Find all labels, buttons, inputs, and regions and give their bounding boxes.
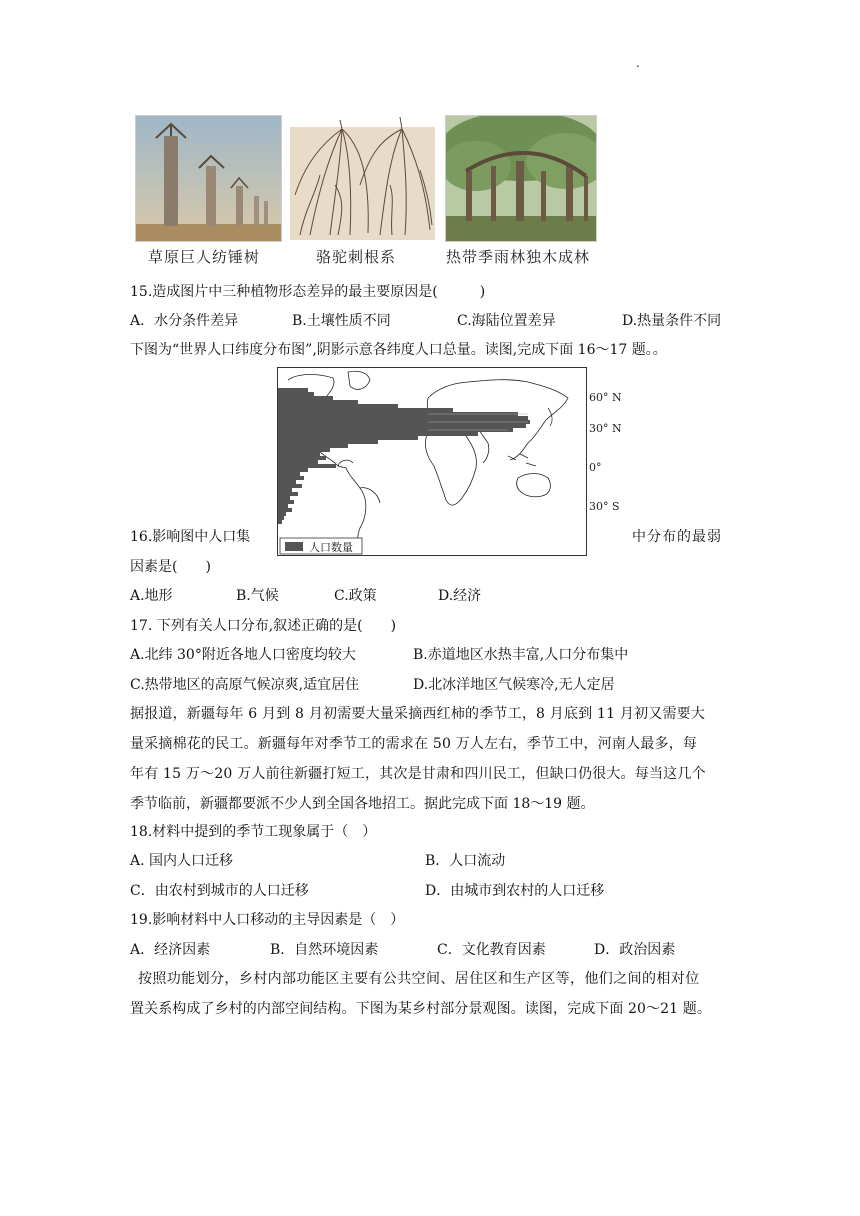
- photo-caption-banyan: 热带季雨林独木成林: [446, 248, 591, 266]
- question-16-option-b: B.气候: [236, 588, 279, 604]
- page-mark: .: [636, 56, 640, 70]
- question-16-stem-right: 中分布的最弱: [632, 529, 722, 545]
- passage-18-19-line-1: 据报道，新疆每年 6 月到 8 月初需要大量采摘西红柿的季节工，8 月底到 11 月初又需要大: [130, 706, 706, 722]
- lat-label-0: 0°: [589, 461, 602, 474]
- passage-18-19-line-4: 季节临前，新疆都要派不少人到全国各地招工。据此完成下面 18～19 题。: [130, 796, 595, 812]
- question-18-option-d: D．由城市到农村的人口迁移: [425, 883, 605, 899]
- passage-20-21-line-2: 置关系构成了乡村的内部空间结构。下图为某乡村部分景观图。读图，完成下面 20～21 题。: [130, 1001, 711, 1017]
- question-16-option-a: A.地形: [130, 588, 173, 604]
- question-19-stem: 19.影响材料中人口移动的主导因素是（ ）: [130, 912, 405, 928]
- question-16-stem-cont: 因素是( ): [130, 559, 211, 575]
- question-17-option-b: B.赤道地区水热丰富,人口分布集中: [413, 647, 629, 663]
- question-15-option-a: A．水分条件差异: [130, 313, 239, 329]
- photo-camel-thorn-roots: [290, 115, 435, 240]
- question-19-option-b: B．自然环境因素: [270, 942, 379, 958]
- question-18-stem: 18.材料中提到的季节工现象属于（ ）: [130, 824, 377, 840]
- intro-16-17: 下图为“世界人口纬度分布图”,阴影示意各纬度人口总量。读图,完成下面 16～17 题。。: [130, 342, 667, 358]
- photo-baobab-trees: [135, 115, 282, 242]
- question-19-option-c: C．文化教育因素: [437, 942, 546, 958]
- question-18-option-a: A. 国内人口迁移: [130, 853, 234, 869]
- question-17-option-c: C.热带地区的高原气候凉爽,适宜居住: [130, 677, 360, 693]
- photo-caption-camel-thorn: 骆驼刺根系: [316, 248, 397, 266]
- question-17-option-a: A.北纬 30°附近各地人口密度均较大: [130, 647, 356, 663]
- passage-20-21-line-1: 按照功能划分，乡村内部功能区主要有公共空间、居住区和生产区等，他们之间的相对位: [138, 971, 700, 987]
- lat-label-30n: 30° N: [589, 422, 622, 435]
- question-18-option-b: B．人口流动: [425, 853, 506, 869]
- question-16-option-d: D.经济: [438, 588, 482, 604]
- lat-label-30s: 30° S: [589, 500, 620, 513]
- lat-label-60n: 60° N: [589, 391, 622, 404]
- passage-18-19-line-2: 量采摘棉花的民工。新疆每年对季节工的需求在 50 万人左右，季节工中，河南人最多，每: [130, 736, 698, 752]
- question-17-option-d: D.北冰洋地区气候寒冷,无人定居: [413, 677, 615, 693]
- question-17-stem: 17. 下列有关人口分布,叙述正确的是( ): [130, 618, 397, 634]
- question-19-option-d: D．政治因素: [594, 942, 676, 958]
- question-15-stem: 15.造成图片中三种植物形态差异的最主要原因是( ): [130, 284, 486, 300]
- question-16-stem-left: 16.影响图中人口集: [130, 529, 251, 545]
- question-15-option-d: D.热量条件不同: [622, 313, 722, 329]
- question-16-option-c: C.政策: [334, 588, 377, 604]
- question-15-option-b: B.土壤性质不同: [292, 313, 391, 329]
- question-19-option-a: A．经济因素: [130, 942, 211, 958]
- question-15-option-c: C.海陆位置差异: [457, 313, 556, 329]
- photo-banyan-forest: [445, 115, 597, 242]
- passage-18-19-line-3: 年有 15 万～20 万人前往新疆打短工，其次是甘肃和四川民工，但缺口仍很大。每当这几个: [130, 766, 706, 782]
- map-legend-label: 人口数量: [309, 541, 353, 554]
- world-population-latitude-map: [277, 367, 587, 556]
- photo-caption-baobab: 草原巨人纺锤树: [148, 248, 261, 266]
- question-18-option-c: C．由农村到城市的人口迁移: [130, 883, 309, 899]
